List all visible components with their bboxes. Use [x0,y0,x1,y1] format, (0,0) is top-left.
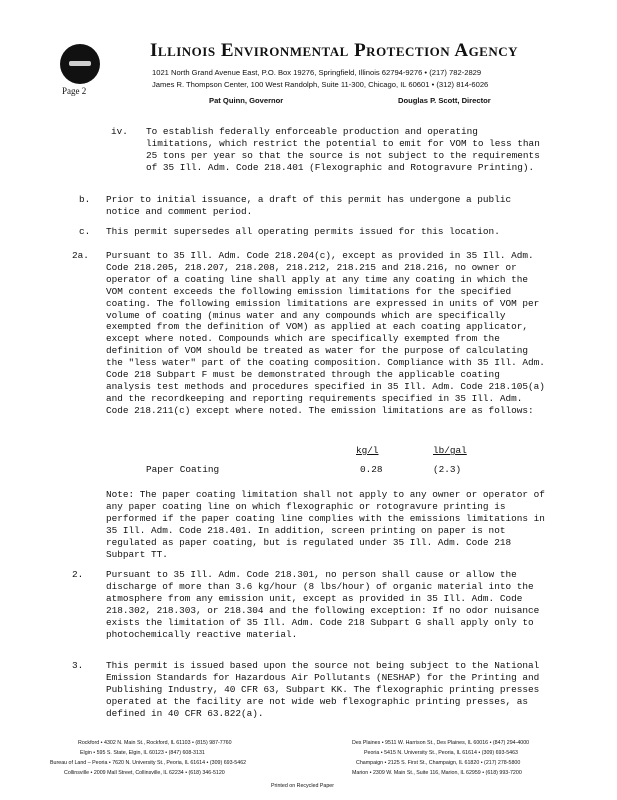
table-header-kg-l: kg/l [356,445,379,456]
footer-office-bol-peoria: Bureau of Land – Peoria • 7620 N. University St., Peoria, IL 61614 • (309) 693-5462 [50,760,247,766]
agency-name: Illinois Environmental Protection Agency [150,40,519,61]
footer-office-champaign: Champaign • 2125 S. First St., Champaign, IL 61820 • (217) 278-5800 [356,760,521,766]
recycled-paper-note: Printed on Recycled Paper [271,783,335,789]
footer-office-collinsville: Collinsville • 2009 Mall Street, Collinsville, IL 62234 • (618) 346-5120 [64,770,225,776]
footer-office-elgin: Elgin • 595 S. State, Elgin, IL 60123 • (847) 608-3131 [80,750,205,756]
condition-2a-text: Pursuant to 35 Ill. Adm. Code 218.204(c), except as provided in 35 Ill. Adm. Code 218.205, 218.207, 218.208, 218.212, 218.215 and 218.216, no owner or operator of a coating line shall apply at any time any coating in which the VOM content exceeds the following emission limitations for the specified coating. The following emission limitations are expressed in units of VOM per volume of coating (minus water and any compounds which are specifically exempted from the definition of VOM) as applied at each coating applicator, except where noted. Compounds which are specifically exempted from the definition of VOM should be treated as water for the purpose of calculating the "less water" part of the coating composition. Compliance with 35 Ill. Adm. Code 218 Subpart F must be demonstrated through the applicable coating analysis test methods and procedures specified in 35 Ill. Adm. Code 218.105(a) and the recordkeeping and reporting requirements specified in 35 Ill. Adm. Code 218.211(c) except where noted. The emission limitations are as follows: [106,250,551,416]
condition-2-text: Pursuant to 35 Ill. Adm. Code 218.301, no person shall cause or allow the discharge of more than 3.6 kg/hour (8 lbs/hour) of organic material into the atmosphere from any emission unit, except as provided in 35 Ill. Adm. Code 218.302, 218.303, or 218.304 and the following exception: If no odor nuisance exists the limitation of 35 Ill. Adm. Code 218 Subpart G shall apply only to photochemically reactive material. [106,569,545,640]
address-line-2: James R. Thompson Center, 100 West Randolph, Suite 11-300, Chicago, IL 60601 • (312) 814-6026 [152,80,489,89]
condition-b-text: Prior to initial issuance, a draft of this permit has undergone a public notice and comment period. [106,194,517,217]
item-label-iv: iv. [111,126,128,137]
item-label-2: 2. [72,569,84,580]
condition-c-text: This permit supersedes all operating permits issued for this location. [106,226,500,237]
table-cell-coating: Paper Coating [146,464,220,475]
item-label-3: 3. [72,660,84,671]
condition-iv-text: To establish federally enforceable production and operating limitations, which restrict the potential to emit for VOM to less than 25 tons per year so that the source is not subject to the requirements of 35 Ill. Adm. Code 218.401 (Flexographic and Rotogravure Printing). [146,126,546,173]
footer-office-peoria: Peoria • 5415 N. University St., Peoria, IL 61614 • (309) 693-5463 [364,750,518,756]
governor-name: Pat Quinn, Governor [209,96,284,105]
footer-office-marion: Marion • 2309 W. Main St., Suite 116, Marion, IL 62959 • (618) 993-7200 [352,770,522,776]
condition-3-text: This permit is issued based upon the source not being subject to the National Emission Standards for Hazardous Air Pollutants (NESHAP) for the Printing and Publishing Industry, 40 CFR 63, Subpart KK. The flexographic printing presses operated at the facility are not wide web flexographic printing presses, as defined in 40 CFR 63.822(a). [106,660,545,719]
director-name: Douglas P. Scott, Director [398,96,491,105]
table-cell-lb-gal: (2.3) [433,464,462,475]
item-label-2a: 2a. [72,250,89,261]
item-label-b: b. [79,194,91,205]
table-cell-kg-l: 0.28 [360,464,383,475]
item-label-c: c. [79,226,91,237]
address-line-1: 1021 North Grand Avenue East, P.O. Box 19276, Springfield, Illinois 62794-9276 • (217) 782-2829 [152,68,482,77]
page-number: Page 2 [62,86,87,96]
agency-seal-logo [60,44,100,84]
table-header-lb-gal: lb/gal [433,445,467,456]
paper-coating-note: Note: The paper coating limitation shall not apply to any owner or operator of any paper coating line on which flexographic or rotogravure printing is performed if the paper coating line complies with the emissions limitations in 35 Ill. Adm. Code 218.401. In addition, screen printing on paper is not regulated as paper coating, but is regulated under 35 Ill. Adm. Code 218 Subpart TT. [106,489,551,560]
footer-office-des-plaines: Des Plaines • 9511 W. Harrison St., Des Plaines, IL 60016 • (847) 294-4000 [352,740,530,746]
footer-office-rockford: Rockford • 4302 N. Main St., Rockford, IL 61103 • (815) 987-7760 [78,740,232,746]
